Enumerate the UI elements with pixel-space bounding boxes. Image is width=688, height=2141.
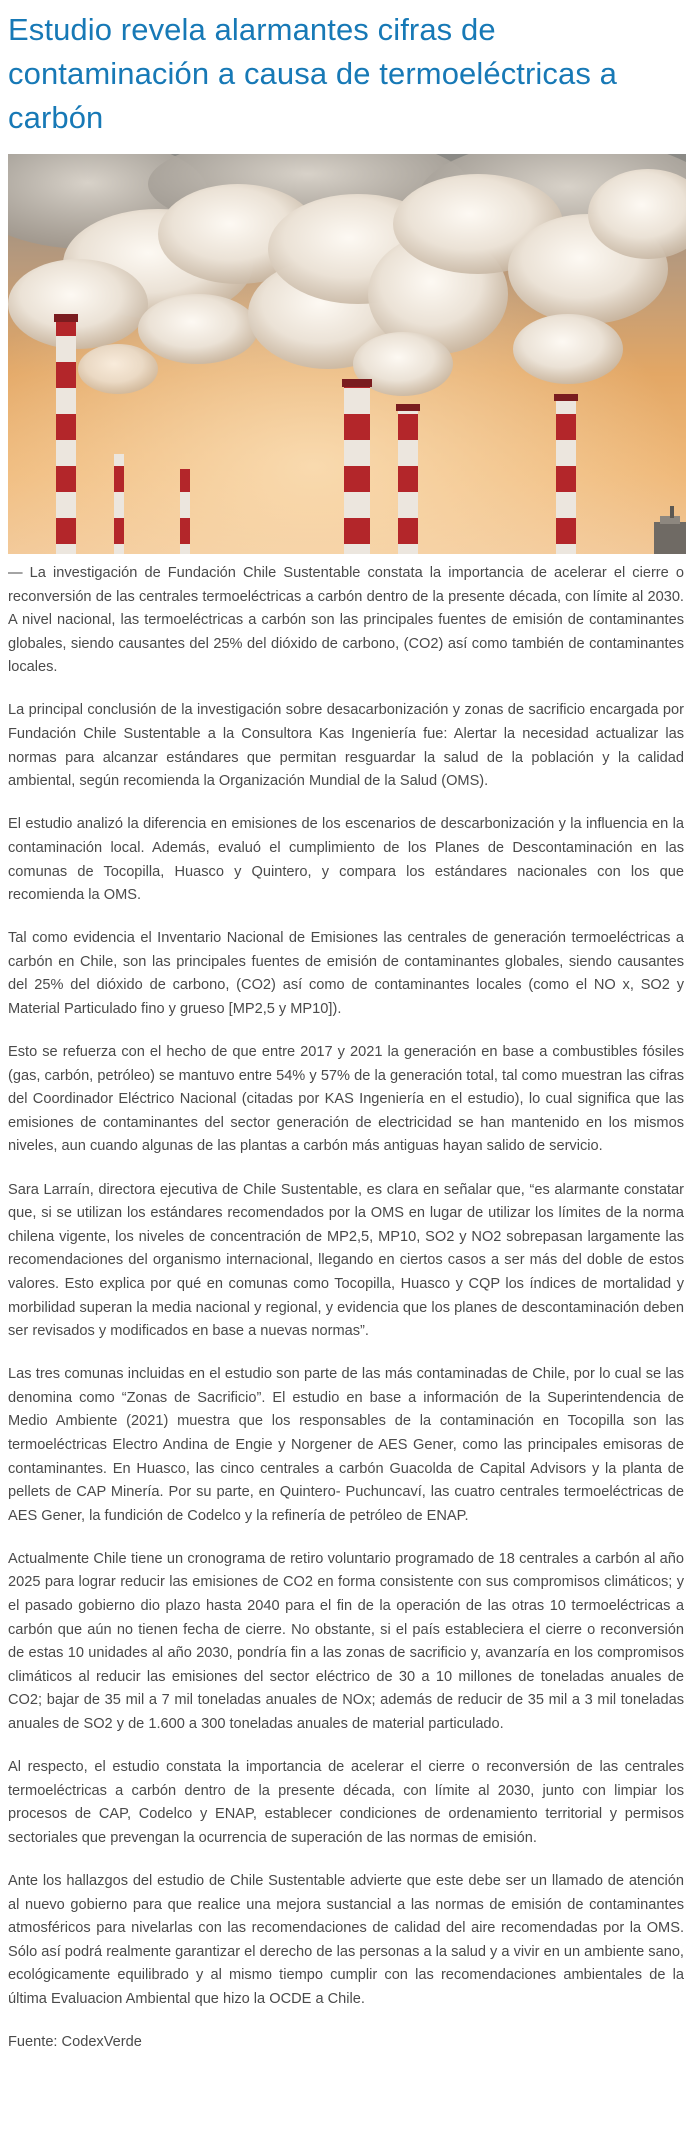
article-title: Estudio revela alarmantes cifras de contaminación a causa de termoeléctricas a carbón bbox=[8, 12, 618, 135]
article-body bbox=[8, 562, 684, 2055]
article-paragraph: Las tres comunas incluidas en el estudio son parte de las más contaminadas de Chile, por lo cual se las denomina como “Zonas de Sacrificio”. El estudio en base a información de la Superintendencia de Medio Ambiente (2021) muestra que los responsables de la contaminación en Tocopilla son las termoeléctricas Electro Andina de Engie y Norgener de AES Gener, como las principales emisoras de contaminantes. En Huasco, las cinco centrales a carbón Guacolda de Capital Advisors y la planta de pellets de CAP Minería. Por su parte, en Quintero- Puchuncaví, las cuatro centrales termoeléctricas de AES Gener, la fundición de Codelco y la refinería de petróleo de ENAP. bbox=[8, 1366, 684, 1524]
article-paragraph: El estudio analizó la diferencia en emisiones de los escenarios de descarbonización y la influencia en la contaminación local. Además, evaluó el cumplimiento de los Planes de Descontaminación en las comunas de Tocopilla, Huasco y Quintero, y compara los estándares nacionales con los que recomienda la OMS. bbox=[8, 816, 684, 904]
article bbox=[8, 0, 684, 2055]
article-paragraph: Ante los hallazgos del estudio de Chile Sustentable advierte que este debe ser un llamado de atención al nuevo gobierno para que realice una mejora sustancial a las normas de emisión de contaminantes atmosféricos para nivelarlas con las recomendaciones de calidad del aire recomendadas por la OMS. Sólo así podrá realmente garantizar el derecho de las personas a la salud y a vivir en un ambiente sano, ecológicamente equilibrado y al mismo tiempo cumplir con las recomendaciones ambientales de la última Evaluacion Ambiental que hizo la OCDE a Chile. bbox=[8, 1873, 684, 2007]
article-paragraph: Sara Larraín, directora ejecutiva de Chile Sustentable, es clara en señalar que, “es alarmante constatar que, si se utilizan los estándares recomendados por la OMS en lugar de utilizar los límites de la norma chilena vigente, los niveles de concentración de MP2,5, MP10, SO2 y NO2 sobrepasan largamente las recomendaciones del organismo internacional, llegando en ciertos casos a ser más del doble de estos valores. Esto explica por qué en comunas como Tocopilla, Huasco y CQP los índices de mortalidad y morbilidad superan la media nacional y regional, y evidencia que los planes de descontaminación deben ser revisados y modificados en base a nuevas normas”. bbox=[8, 1181, 684, 1340]
article-paragraph: — La investigación de Fundación Chile Sustentable constata la importancia de acelerar el cierre o reconversión de las centrales termoeléctricas a carbón dentro de la presente década, con límite al 2030. A nivel nacional, las termoeléctricas a carbón son las principales fuentes de emisión de contaminantes globales, siendo causantes del 25% del dióxido de carbono, (CO2) así como también de contaminantes locales. bbox=[8, 565, 684, 676]
article-paragraph: La principal conclusión de la investigación sobre desacarbonización y zonas de sacrificio encargada por Fundación Chile Sustentable a la Consultora Kas Ingeniería fue: Alertar la necesidad actualizar las normas para alcanzar estándares que permitan resguardar la salud de la población y la calidad ambiental, según recomienda la Organización Mundial de la Salud (OMS). bbox=[8, 702, 684, 790]
article-paragraph: Al respecto, el estudio constata la importancia de acelerar el cierre o reconversión de las centrales termoeléctricas a carbón dentro de la presente década, con límite al 2030, junto con limpiar los procesos de CAP, Codelco y ENAP, establecer condiciones de ordenamiento territorial y permisos sectoriales que prevengan la ocurrencia de superación de las normas de emisión. bbox=[8, 1759, 684, 1846]
smoke-clouds bbox=[8, 154, 686, 396]
article-paragraph: Esto se refuerza con el hecho de que entre 2017 y 2021 la generación en base a combustibles fósiles (gas, carbón, petróleo) se mantuvo entre 54% y 57% de la generación total, tal como muestran las cifras del Coordinador Eléctrico Nacional (citadas por KAS Ingeniería en el estudio), lo cual significa que las emisiones de contaminantes del sector generación de electricidad se han mantenido en los mismos niveles, aun cuando algunas de las plantas a carbón más antiguas hayan salido de servicio. bbox=[8, 1044, 684, 1155]
article-paragraph: Tal como evidencia el Inventario Nacional de Emisiones las centrales de generación termoeléctricas a carbón en Chile, son las principales fuentes de emisión de contaminantes globales, siendo causantes del 25% del dióxido de carbono, (CO2) así como de contaminantes locales (como el NO x, SO2 y Material Particulado fino y grueso [MP2,5 y MP10]). bbox=[8, 930, 684, 1017]
article-paragraph: Actualmente Chile tiene un cronograma de retiro voluntario programado de 18 centrales a carbón al año 2025 para lograr reducir las emisiones de CO2 en forma consistente con sus compromisos climáticos; y el pasado gobierno dio plazo hasta 2040 para el fin de la operación de las otras 10 termoeléctricas a carbón que aún no tienen fecha de cierre. No obstante, si el país estableciera el cierre o reconversión de estas 10 unidades al año 2030, pondría fin a las zonas de sacrificio y, avanzaría en los compromisos climáticos al reducir las emisiones del sector eléctrico de 30 a 10 millones de toneladas anuales de CO2; bajar de 35 mil a 7 mil toneladas anuales de NOx; además de reducir de 35 mil a 3 mil toneladas anuales de SO2 y de 1.600 a 300 toneladas anuales de material particulado. bbox=[8, 1550, 684, 1733]
article-hero-image bbox=[8, 154, 686, 554]
article-source: Fuente: CodexVerde bbox=[8, 2034, 142, 2051]
